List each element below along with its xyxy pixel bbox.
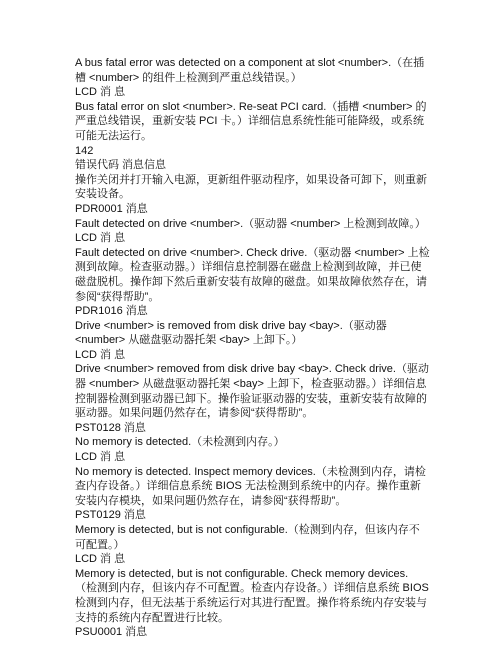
error-code-heading: PSU0001 消息: [75, 626, 148, 639]
text-paragraph: Drive <number> removed from disk drive bay <bay>. Check drive.（驱动器 <number> 从磁盘驱动器托架 <bay> 上卸下，检查驱动器。）详细信息控制器检测到驱动器已卸下。操作验证驱动器的安装，重新安装有故障的驱动器。如果问题仍然存在，请参阅“获得帮助”。: [75, 363, 429, 420]
text-paragraph: Drive <number> is removed from disk drive bay <bay>.（驱动器 <number> 从磁盘驱动器托架 <bay> 上卸下。）: [75, 319, 390, 347]
text-paragraph: 操作关闭并打开输入电源，更新组件驱动程序，如果设备可卸下，则重新安装设备。: [75, 173, 427, 201]
section-label: 错误代码 消息信息: [75, 159, 167, 172]
text-paragraph: A bus fatal error was detected on a component at slot <number>.（在插槽 <number> 的组件上检测到严重总线错误。）: [75, 57, 425, 84]
page-number: 142: [75, 144, 94, 157]
error-code-heading: PDR1016 消息: [75, 305, 148, 318]
text-paragraph: Memory is detected, but is not configurable. Check memory devices.（检测到内存，但该内存不可配置。检查内存设备。）详细信息系统 BIOS 检测到内存，但无法基于系统运行对其进行配置。操作将系统内存安装与支持的系统内存配置进行比较。: [75, 567, 432, 624]
section-label: LCD 消 息: [75, 553, 126, 566]
section-label: LCD 消 息: [75, 86, 126, 99]
text-paragraph: No memory is detected.（未检测到内存。）: [75, 436, 285, 449]
text-paragraph: No memory is detected. Inspect memory devices.（未检测到内存，请检查内存设备。）详细信息系统 BIOS 无法检测到系统中的内存。操作重新安装内存模块，如果问题仍然存在，请参阅“获得帮助”。: [75, 465, 426, 507]
document-page: [75, 56, 430, 647]
error-code-heading: PST0129 消息: [75, 509, 146, 522]
section-label: LCD 消 息: [75, 451, 126, 464]
section-label: LCD 消 息: [75, 348, 126, 361]
text-paragraph: Bus fatal error on slot <number>. Re-seat PCI card.（插槽 <number> 的严重总线错误，重新安装 PCI 卡。）详细信息系统性能可能降级，或系统可能无法运行。: [75, 100, 427, 142]
text-paragraph: Fault detected on drive <number>. Check drive.（驱动器 <number> 上检测到故障。检查驱动器。）详细信息控制器在磁盘上检测到故障，并已使磁盘脱机。操作卸下然后重新安装有故障的磁盘。如果故障依然存在，请参阅“获得帮助”。: [75, 246, 430, 303]
section-label: LCD 消 息: [75, 232, 126, 245]
error-code-heading: PST0128 消息: [75, 421, 146, 434]
cut-off-text-line: [75, 640, 430, 647]
error-code-heading: PDR0001 消息: [75, 202, 148, 215]
text-paragraph: Fault detected on drive <number>.（驱动器 <number> 上检测到故障。）: [75, 217, 426, 230]
text-paragraph: Memory is detected, but is not configurable.（检测到内存，但该内存不可配置。）: [75, 524, 420, 551]
